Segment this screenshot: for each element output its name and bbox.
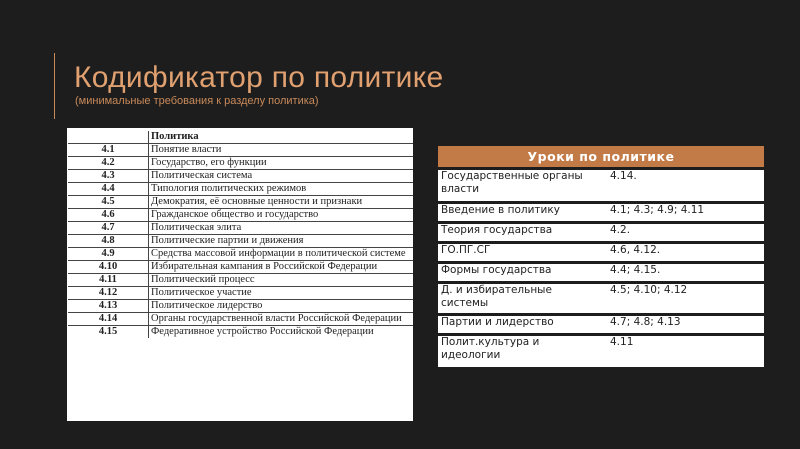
codifier-text: Органы государственной власти Российской Федерации	[149, 313, 414, 326]
lesson-topic: Партии и лидерство	[438, 315, 604, 335]
codifier-text: Политические партии и движения	[149, 235, 414, 248]
codifier-row	[68, 144, 413, 157]
codifier-row	[68, 248, 413, 261]
codifier-num: 4.5	[68, 196, 149, 209]
slide-title: Кодификатор по политике	[74, 61, 444, 94]
lessons-row	[438, 169, 764, 203]
codifier-table-image	[67, 128, 413, 421]
codifier-row	[68, 300, 413, 313]
codifier-header-row	[68, 131, 413, 144]
lessons-row	[438, 203, 764, 223]
codifier-row	[68, 326, 413, 339]
lesson-topic: ГО.ПГ.СГ	[438, 243, 604, 263]
lesson-topic: Д. и избирательные системы	[438, 283, 604, 315]
codifier-row	[68, 209, 413, 222]
codifier-row	[68, 196, 413, 209]
lessons-row	[438, 315, 764, 335]
codifier-text: Федеративное устройство Российской Федерации	[149, 326, 414, 339]
lesson-codes: 4.4; 4.15.	[604, 263, 764, 283]
codifier-text: Политическая система	[149, 170, 414, 183]
lesson-topic: Формы государства	[438, 263, 604, 283]
codifier-text: Политическое участие	[149, 287, 414, 300]
lessons-row	[438, 243, 764, 263]
codifier-num: 4.8	[68, 235, 149, 248]
lesson-codes: 4.1; 4.3; 4.9; 4.11	[604, 203, 764, 223]
codifier-num: 4.4	[68, 183, 149, 196]
codifier-row	[68, 222, 413, 235]
lesson-codes: 4.14.	[604, 169, 764, 203]
codifier-row	[68, 183, 413, 196]
codifier-row	[68, 235, 413, 248]
codifier-num: 4.12	[68, 287, 149, 300]
codifier-row	[68, 274, 413, 287]
lesson-topic: Введение в политику	[438, 203, 604, 223]
lesson-topic: Государственные органы власти	[438, 169, 604, 203]
codifier-text: Политическая элита	[149, 222, 414, 235]
codifier-text: Политическое лидерство	[149, 300, 414, 313]
codifier-row	[68, 313, 413, 326]
lesson-topic: Полит.культура и идеологии	[438, 335, 604, 367]
codifier-row	[68, 287, 413, 300]
codifier-num: 4.7	[68, 222, 149, 235]
lesson-codes: 4.5; 4.10; 4.12	[604, 283, 764, 315]
lessons-table	[438, 146, 764, 367]
codifier-text: Политический процесс	[149, 274, 414, 287]
codifier-num: 4.2	[68, 157, 149, 170]
codifier-text: Демократия, её основные ценности и признаки	[149, 196, 414, 209]
lessons-row	[438, 335, 764, 367]
codifier-header-num	[68, 131, 149, 144]
lessons-header: Уроки по политике	[438, 146, 764, 169]
codifier-num: 4.6	[68, 209, 149, 222]
codifier-text: Понятие власти	[149, 144, 414, 157]
lesson-codes: 4.6, 4.12.	[604, 243, 764, 263]
codifier-num: 4.11	[68, 274, 149, 287]
lesson-codes: 4.7; 4.8; 4.13	[604, 315, 764, 335]
codifier-num: 4.10	[68, 261, 149, 274]
lessons-row	[438, 263, 764, 283]
codifier-num: 4.9	[68, 248, 149, 261]
codifier-text: Типология политических режимов	[149, 183, 414, 196]
codifier-num: 4.3	[68, 170, 149, 183]
lesson-topic: Теория государства	[438, 223, 604, 243]
codifier-num: 4.14	[68, 313, 149, 326]
codifier-row	[68, 170, 413, 183]
codifier-text: Средства массовой информации в политической системе	[149, 248, 414, 261]
codifier-text: Избирательная кампания в Российской Федерации	[149, 261, 414, 274]
codifier-num: 4.15	[68, 326, 149, 339]
lesson-codes: 4.2.	[604, 223, 764, 243]
title-accent-line	[54, 53, 55, 119]
codifier-header: Политика	[151, 131, 199, 142]
lesson-codes: 4.11	[604, 335, 764, 367]
codifier-row	[68, 157, 413, 170]
lessons-row	[438, 223, 764, 243]
slide-subtitle: (минимальные требования к разделу политика)	[75, 95, 319, 107]
codifier-text: Государство, его функции	[149, 157, 414, 170]
lessons-row	[438, 283, 764, 315]
codifier-num: 4.13	[68, 300, 149, 313]
codifier-text: Гражданское общество и государство	[149, 209, 414, 222]
codifier-row	[68, 261, 413, 274]
codifier-num: 4.1	[68, 144, 149, 157]
lessons-header-row	[438, 146, 764, 169]
codifier-table	[68, 131, 413, 338]
